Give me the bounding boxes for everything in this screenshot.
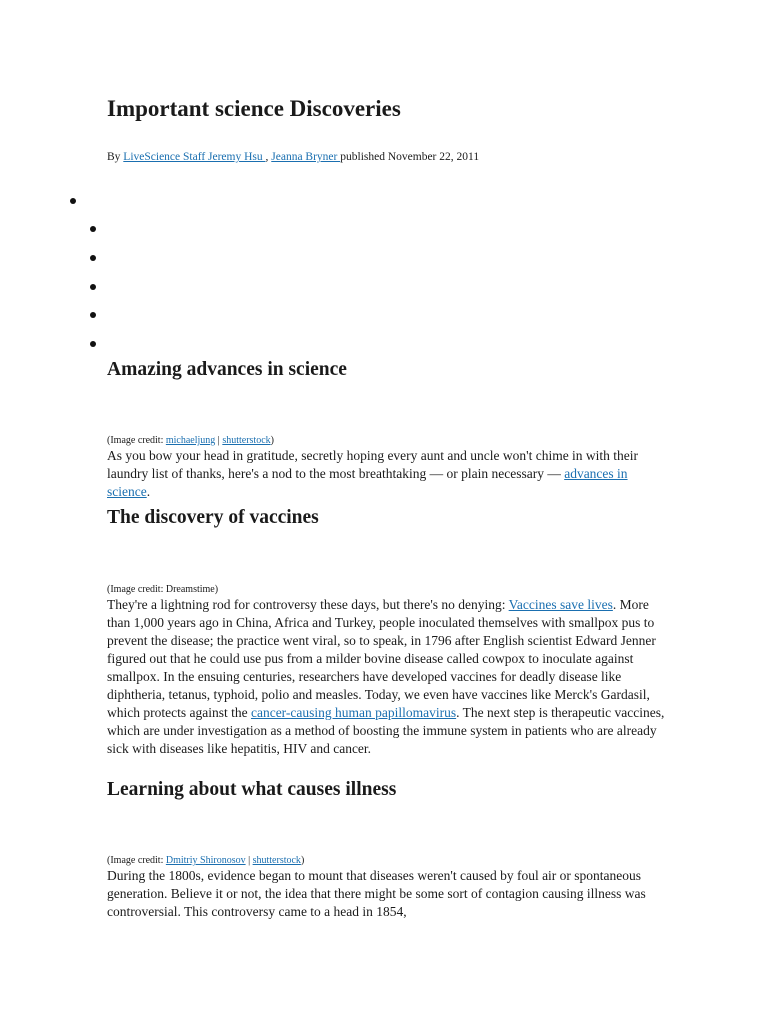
credit-link-shutterstock[interactable]: shutterstock [222, 435, 271, 446]
author-link-livescience-staff-jeremy-hsu[interactable]: LiveScience Staff Jeremy Hsu [123, 151, 266, 163]
byline-separator: , [265, 151, 272, 163]
share-bullet-2[interactable] [90, 226, 96, 232]
byline [107, 149, 479, 165]
section-heading-what-causes-illness: Learning about what causes illness [107, 779, 397, 800]
image-credit: (Image credit: Dreamstime) [107, 584, 219, 595]
vaccines-save-lives-link[interactable]: Vaccines save lives [508, 597, 613, 612]
advances-in-science-link[interactable]: advances in science [107, 466, 628, 499]
image-credit [107, 434, 274, 447]
share-bullet-3[interactable] [90, 255, 96, 261]
credit-prefix: (Image credit: [107, 855, 166, 866]
body-text: . [146, 484, 151, 499]
page-title: Important science Discoveries [107, 96, 401, 121]
credit-link-michaeljung[interactable]: michaeljung [165, 435, 216, 446]
share-bullet-4[interactable] [90, 284, 96, 290]
section-heading-discovery-of-vaccines: The discovery of vaccines [107, 507, 319, 528]
credit-link-shutterstock[interactable]: shutterstock [252, 855, 301, 866]
share-bullet-5[interactable] [90, 312, 96, 318]
image-credit [107, 854, 304, 867]
share-bullet-1[interactable] [70, 198, 76, 204]
section-body-paragraph: During the 1800s, evidence began to mount that diseases weren't caused by foul air or spontaneous generation. Believe it or not, the idea that there might be some sort of contagion causing illness was controversial. This controversy came to a head in 1854, [107, 868, 646, 919]
cancer-causing-hpv-link[interactable]: cancer-causing human papillomavirus [250, 705, 457, 720]
body-text: . The next step is therapeutic vaccines, which are under investigation as a method of boosting the immune system in patients who are already sick with diseases like hepatitis, HIV and cancer. [107, 705, 665, 756]
author-link-jeanna-bryner[interactable]: Jeanna Bryner [271, 151, 341, 163]
credit-suffix: ) [300, 855, 305, 866]
credit-link-dmitriy-shironosov[interactable]: Dmitriy Shironosov [165, 855, 246, 866]
published-date: published November 22, 2011 [340, 151, 480, 163]
body-text: They're a lightning rod for controversy these days, but there's no denying: [107, 597, 509, 612]
body-text: . More than 1,000 years ago in China, Africa and Turkey, people inoculated themselves with smallpox pus to prevent the disease; the practice went viral, so to speak, in 1796 after English scientist Edward Jenner figured out that he could use pus from a milder bovine disease called cowpox to inoculate against smallpox. In the ensuing centuries, researchers have developed vaccines for deadly disease like diphtheria, tetanus, typhoid, polio and measles. Today, we even have vaccines like Merck's Gardasil, which protects against the [107, 597, 656, 720]
section-heading-amazing-advances: Amazing advances in science [107, 359, 347, 380]
credit-separator: | [245, 855, 253, 866]
byline-prefix: By [107, 151, 124, 163]
body-text: As you bow your head in gratitude, secretly hoping every aunt and uncle won't chime in with their laundry list of thanks, here's a nod to the most breathtaking — or plain necessary — [107, 448, 639, 481]
section-body-paragraph [107, 447, 667, 501]
credit-prefix: (Image credit: [107, 435, 166, 446]
credit-separator: | [215, 435, 223, 446]
section-body-paragraph [107, 596, 667, 758]
credit-suffix: ) [270, 435, 274, 446]
share-bullet-6[interactable] [90, 341, 96, 347]
